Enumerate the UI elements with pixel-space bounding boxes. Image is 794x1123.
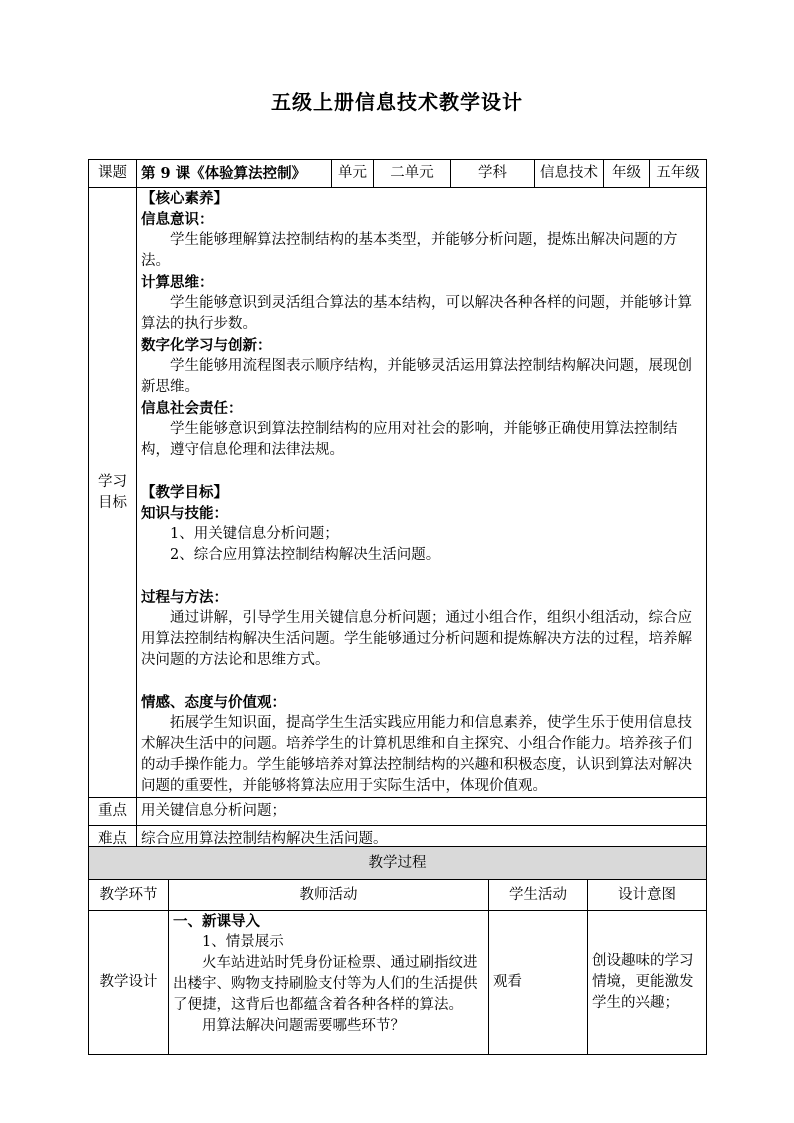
emotion-values-heading: 情感、态度与价值观： [141, 694, 286, 711]
design-intent-cell: 创设趣味的学习情境，更能激发学生的兴趣； [588, 911, 707, 1055]
lesson-info-table [88, 159, 707, 854]
difficulty-label: 难点 [89, 826, 137, 854]
process-method-heading: 过程与方法： [141, 589, 228, 606]
process-method-text: 通过讲解，引导学生用关键信息分析问题；通过小组合作，组织小组活动，综合应用算法控制结构解决生活问题。学生能够通过分析问题和提炼解决方法的过程，培养解决问题的方法论和思维方式。 [141, 610, 692, 668]
grade-value: 五年级 [650, 160, 707, 188]
guiding-question: 用算法解决问题需要哪些环节？ [202, 1018, 405, 1034]
difficulty-text: 综合应用算法控制结构解决生活问题。 [137, 826, 707, 854]
document-title: 五级上册信息技术教学设计 [271, 90, 523, 114]
topic-value: 第 9 课《体验算法控制》 [137, 160, 332, 188]
social-responsibility-text: 学生能够意识到算法控制结构的应用对社会的影响，并能够正确使用算法控制结构，遵守信息伦理和法律法规。 [141, 421, 678, 458]
unit-label: 单元 [332, 160, 374, 188]
key-point-text: 用关键信息分析问题； [137, 798, 707, 826]
process-header: 教学过程 [89, 847, 707, 880]
subsection-heading: 1、情景展示 [202, 934, 284, 950]
social-responsibility-heading: 信息社会责任： [141, 400, 243, 417]
scene-text: 火车站进站时凭身份证检票、通过刷指纹进出楼宇、购物支持刷脸支付等为人们的生活提供了便捷，这背后也都蕴含着各种各样的算法。 [173, 955, 478, 1013]
goals-label-line2: 目标 [98, 494, 127, 511]
computational-thinking-heading: 计算思维： [141, 274, 214, 291]
info-awareness-heading: 信息意识： [141, 211, 214, 228]
teaching-goals-heading: 【教学目标】 [141, 484, 228, 501]
goals-label-line1: 学习 [98, 473, 127, 490]
topic-label: 课题 [89, 160, 137, 188]
emotion-values-text: 拓展学生知识面，提高学生生活实践应用能力和信息素养，使学生乐于使用信息技术解决生活中的问题。培养学生的计算机思维和自主探究、小组合作能力。培养孩子们的动手操作能力。学生能够培养对算法控制结构的兴趣和积极态度，认识到算法对解决问题的重要性，并能够将算法应用于实际生活中，体现价值观。 [141, 715, 692, 794]
knowledge-item: 2、综合应用算法控制结构解决生活问题。 [170, 547, 441, 563]
digital-learning-text: 学生能够用流程图表示顺序结构，并能够灵活运用算法控制结构解决问题，展现创新思维。 [141, 358, 692, 395]
col-student-header: 学生活动 [489, 880, 588, 911]
goals-content [137, 188, 707, 798]
teaching-process-table [88, 846, 707, 1055]
student-activity-cell: 观看 [489, 911, 588, 1055]
stage-cell: 教学设计 [89, 911, 169, 1055]
goals-label [89, 188, 137, 798]
core-literacy-heading: 【核心素养】 [141, 190, 228, 207]
teacher-activity-cell [169, 911, 489, 1055]
subject-value: 信息技术 [535, 160, 604, 188]
key-point-label: 重点 [89, 798, 137, 826]
subject-label: 学科 [451, 160, 535, 188]
col-teacher-header: 教师活动 [169, 880, 489, 911]
grade-label: 年级 [604, 160, 650, 188]
knowledge-item: 1、用关键信息分析问题； [170, 526, 339, 542]
section-heading: 一、新课导入 [173, 913, 260, 930]
unit-value: 二单元 [374, 160, 451, 188]
info-awareness-text: 学生能够理解算法控制结构的基本类型，并能够分析问题，提炼出解决问题的方法。 [141, 232, 678, 269]
digital-learning-heading: 数字化学习与创新： [141, 337, 272, 354]
col-stage-header: 教学环节 [89, 880, 169, 911]
computational-thinking-text: 学生能够意识到灵活组合算法的基本结构，可以解决各种各样的问题，并能够计算算法的执行步数。 [141, 295, 692, 332]
col-intent-header: 设计意图 [588, 880, 707, 911]
knowledge-skills-heading: 知识与技能： [141, 505, 228, 522]
